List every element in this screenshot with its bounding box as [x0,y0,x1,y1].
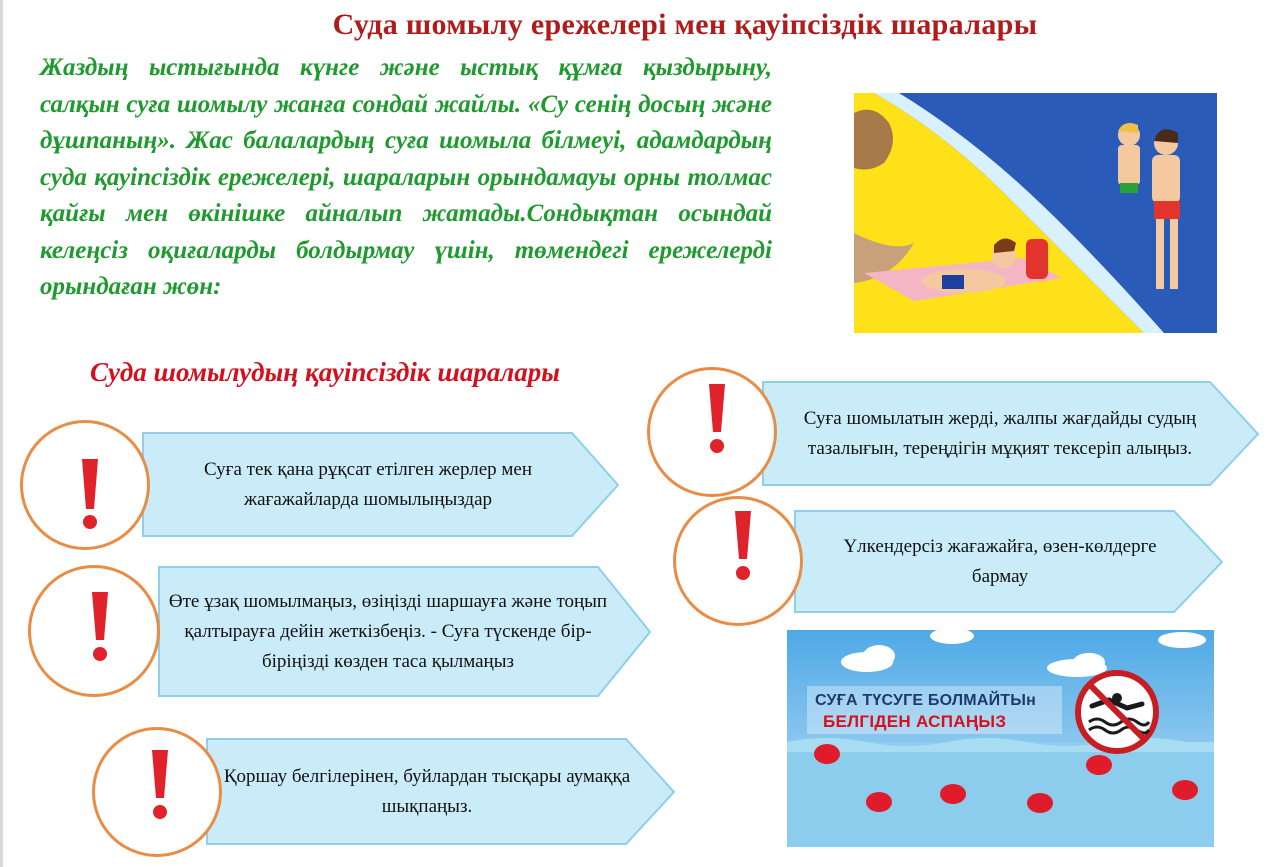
banner-line-2: БЕЛГІДЕН АСПАҢЫЗ [823,712,1007,731]
rule-4-text: Суға шомылатын жерді, жалпы жағдайды судың тазалығын, тереңдігін мұқият тексеріп алыңыз. [803,408,1197,459]
rule-3-badge [92,727,222,857]
exclamation-icon [23,423,147,547]
rule-3-text: Қоршау белгілерінен, буйлардан тысқары аумаққа шықпаңыз. [223,766,631,817]
rule-1-text: Суға тек қана рұқсат етілген жерлер мен жағажайларда шомылыңыздар [203,459,533,510]
rule-4-badge [647,367,777,497]
exclamation-icon [676,499,800,623]
no-swimming-icon [1078,673,1156,751]
exclamation-icon [95,730,219,854]
rule-2-badge [28,565,160,697]
rule-5-text: Үлкендерсіз жағажайға, өзен-көлдерге бармау [843,536,1157,587]
rule-1-badge [20,420,150,550]
safety-subtitle: Суда шомылудың қауіпсіздік шаралары [90,357,560,387]
page-edge [0,0,3,867]
exclamation-icon [31,568,157,694]
intro-paragraph: Жаздың ыстығында күнге және ыстық құмға қыздырыну, салқын суға шомылу жанға сондай жайлы. «Су сенің досың және дұшпаның». Жас балалардың суға шомыла білмеуі, адамдардың суда қауіпсіздік ережелері, шараларын орындамауы орны толмас қайғы мен өкінішке айналып жатады.Сондықтан осындай келеңсіз оқиғаларды болдырмау үшін, төмендегі ережелерді орындаған жөн: [40,54,772,300]
beach-illustration [854,93,1217,333]
rule-5-badge [673,496,803,626]
page-title: Суда шомылу ережелері мен қауіпсіздік шаралары [332,8,1038,41]
no-swimming-banner [787,630,1214,847]
banner-line-1: СУҒА ТҮСУГЕ БОЛМАЙТЫн [815,692,1036,709]
rule-2-text: Өте ұзақ шомылмаңыз, өзіңізді шаршауға және тоңып қалтырауға дейін жеткізбеңіз. - Суға түскенде бір-біріңізді көзден таса қылмаңыз [168,591,608,672]
exclamation-icon [650,370,774,494]
